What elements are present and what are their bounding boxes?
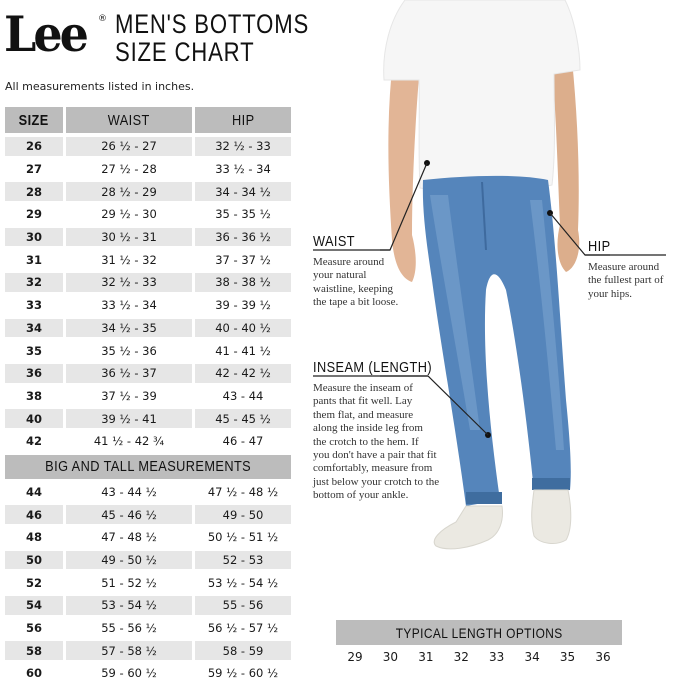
waist-cell: 53 - 54 ½: [66, 596, 192, 615]
callout-text-line: your natural: [313, 269, 367, 282]
waist-cell: 41 ½ - 42 ¾: [93, 434, 165, 449]
waist-cell: 47 - 48 ½: [101, 530, 157, 545]
size-cell: 26: [5, 137, 63, 156]
hip-cell: 45 - 45 ½: [195, 409, 291, 428]
callout-text-line: just below your crotch to the: [313, 475, 440, 488]
page-title: [115, 10, 309, 66]
callout-text-line: Measure around: [313, 256, 385, 268]
callout-text-line: bottom of your ankle.: [313, 489, 409, 502]
table-row: [5, 203, 291, 226]
table-row: [5, 526, 291, 549]
size-cell: 52: [25, 575, 42, 590]
hip-cell: 59 ½ - 60 ½: [207, 666, 279, 681]
length-options-header: TYPICAL LENGTH OPTIONS: [336, 620, 622, 645]
title-line-2: SIZE CHART: [115, 37, 255, 67]
table-row: [5, 294, 291, 317]
hip-cell: 38 - 38 ½: [195, 273, 291, 292]
waist-cell: 57 - 58 ½: [66, 641, 192, 660]
callout-text-line: the tape a bit loose.: [313, 296, 399, 309]
size-cell: 30: [5, 228, 63, 247]
callout-text-line: the fullest part of: [588, 274, 664, 287]
table-row: [5, 407, 291, 430]
waist-cell: 59 - 60 ½: [101, 666, 157, 681]
lee-logo: Lee: [4, 5, 86, 63]
waist-callout: [313, 233, 398, 310]
inseam-callout-text: [313, 382, 453, 503]
column-header-size: SIZE: [5, 107, 63, 133]
table-row: [5, 226, 291, 249]
length-options-values: [336, 650, 622, 664]
waist-cell: 28 ½ - 29: [66, 182, 192, 201]
big-and-tall-rows: [5, 481, 291, 685]
hip-cell: 35 - 35 ½: [215, 207, 271, 222]
hip-cell: 43 - 44: [222, 388, 264, 403]
waist-cell: 51 - 52 ½: [101, 575, 157, 590]
hip-callout: [588, 238, 663, 301]
size-cell: 60: [25, 666, 42, 681]
waist-cell: 35 ½ - 36: [101, 343, 157, 358]
table-row: [5, 339, 291, 362]
waist-cell: 36 ½ - 37: [66, 364, 192, 383]
waist-cell: 39 ½ - 41: [66, 409, 192, 428]
table-row: [5, 503, 291, 526]
column-header-hip: HIP: [195, 107, 291, 133]
hip-cell: 56 ½ - 57 ½: [207, 621, 279, 636]
hip-cell: 53 ½ - 54 ½: [207, 575, 279, 590]
waist-cell: 33 ½ - 34: [101, 298, 157, 313]
column-header-waist: WAIST: [66, 107, 192, 133]
table-row: [5, 385, 291, 408]
hip-cell: 47 ½ - 48 ½: [207, 484, 279, 499]
hip-cell: 49 - 50: [195, 505, 291, 524]
size-cell: 38: [25, 388, 42, 403]
right-sneaker: [532, 490, 571, 543]
callout-text-line: along the inside leg from: [313, 422, 423, 435]
waist-cell: 34 ½ - 35: [66, 319, 192, 338]
inseam-callout-title: INSEAM (LENGTH): [313, 359, 433, 376]
size-cell: 50: [5, 551, 63, 570]
hip-cell: 58 - 59: [195, 641, 291, 660]
regular-rows: [5, 135, 291, 453]
table-header-row: [5, 107, 291, 133]
size-cell: 29: [25, 207, 42, 222]
hip-cell: 34 - 34 ½: [195, 182, 291, 201]
length-option: 35: [559, 650, 576, 664]
registered-mark: ®: [98, 14, 107, 24]
size-cell: 34: [5, 319, 63, 338]
size-cell: 58: [5, 641, 63, 660]
table-row: [5, 594, 291, 617]
size-cell: 48: [25, 530, 42, 545]
callout-text-line: pants that fit well. Lay: [313, 395, 413, 408]
size-cell: 27: [25, 162, 42, 177]
waist-cell: 32 ½ - 33: [66, 273, 192, 292]
callout-text-line: you don't have a pair that fit: [313, 449, 437, 462]
length-option: 34: [524, 650, 540, 664]
size-cell: 42: [25, 434, 42, 449]
waist-cell: 31 ½ - 32: [101, 252, 157, 267]
waist-cell: 37 ½ - 39: [101, 388, 157, 403]
title-line-1: MEN'S BOTTOMS: [115, 9, 310, 39]
waist-callout-text: [313, 256, 398, 310]
hip-cell: 46 - 47: [222, 434, 264, 449]
hip-cell: 39 - 39 ½: [215, 298, 271, 313]
size-cell: 32: [5, 273, 63, 292]
length-option: 33: [489, 650, 505, 664]
table-row: [5, 662, 291, 685]
hip-cell: 55 - 56: [195, 596, 291, 615]
hip-cell: 36 - 36 ½: [195, 228, 291, 247]
table-row: [5, 271, 291, 294]
callout-text-line: Measure the inseam of: [313, 382, 413, 394]
size-table: [5, 107, 291, 685]
size-cell: 54: [5, 596, 63, 615]
table-row: [5, 639, 291, 662]
left-sneaker: [434, 506, 502, 549]
table-row: [5, 135, 291, 158]
size-cell: 44: [25, 484, 42, 499]
table-row: [5, 481, 291, 504]
length-option: 29: [347, 650, 363, 664]
length-option: 36: [595, 650, 611, 664]
hip-cell: 52 - 53: [195, 551, 291, 570]
waist-cell: 26 ½ - 27: [66, 137, 192, 156]
waist-cell: 55 - 56 ½: [101, 621, 157, 636]
size-cell: 56: [25, 621, 42, 636]
size-cell: 36: [5, 364, 63, 383]
waist-cell: 29 ½ - 30: [101, 207, 157, 222]
hip-callout-title: HIP: [588, 238, 611, 255]
hip-cell: 50 ½ - 51 ½: [207, 530, 279, 545]
hip-cell: 42 - 42 ½: [195, 364, 291, 383]
big-and-tall-header: BIG AND TALL MEASUREMENTS: [5, 455, 291, 479]
table-row: [5, 549, 291, 572]
table-row: [5, 158, 291, 181]
table-row: [5, 317, 291, 340]
size-cell: 35: [25, 343, 42, 358]
callout-text-line: your hips.: [588, 287, 632, 300]
size-cell: 31: [25, 252, 42, 267]
callout-text-line: Measure around: [588, 261, 660, 273]
table-row: [5, 571, 291, 594]
waist-cell: 27 ½ - 28: [101, 162, 157, 177]
callout-text-line: comfortably, measure from: [313, 462, 433, 475]
hip-cell: 37 - 37 ½: [215, 252, 271, 267]
length-option: 32: [453, 650, 469, 664]
measurement-note: All measurements listed in inches.: [5, 80, 195, 93]
size-cell: 46: [5, 505, 63, 524]
callout-text-line: the crotch to the hem. If: [313, 435, 419, 448]
table-row: [5, 617, 291, 640]
length-option: 30: [382, 650, 399, 664]
callout-text-line: waistline, keeping: [313, 282, 394, 295]
right-cuff: [532, 478, 570, 490]
size-cell: 28: [5, 182, 63, 201]
hip-cell: 41 - 41 ½: [215, 343, 271, 358]
waist-cell: 30 ½ - 31: [66, 228, 192, 247]
size-cell: 33: [25, 298, 42, 313]
left-cuff: [466, 492, 502, 504]
hip-cell: 33 ½ - 34: [215, 162, 271, 177]
inseam-callout: [313, 359, 453, 503]
table-row: [5, 362, 291, 385]
waist-cell: 49 - 50 ½: [66, 551, 192, 570]
length-option: 31: [418, 650, 434, 664]
table-row: [5, 430, 291, 453]
waist-cell: 43 - 44 ½: [101, 484, 157, 499]
table-row: [5, 180, 291, 203]
hip-cell: 32 ½ - 33: [195, 137, 291, 156]
waist-cell: 45 - 46 ½: [66, 505, 192, 524]
waist-callout-title: WAIST: [313, 233, 356, 250]
size-cell: 40: [5, 409, 63, 428]
callout-text-line: them flat, and measure: [313, 408, 414, 421]
hip-cell: 40 - 40 ½: [195, 319, 291, 338]
table-row: [5, 248, 291, 271]
hip-callout-text: [588, 261, 663, 301]
